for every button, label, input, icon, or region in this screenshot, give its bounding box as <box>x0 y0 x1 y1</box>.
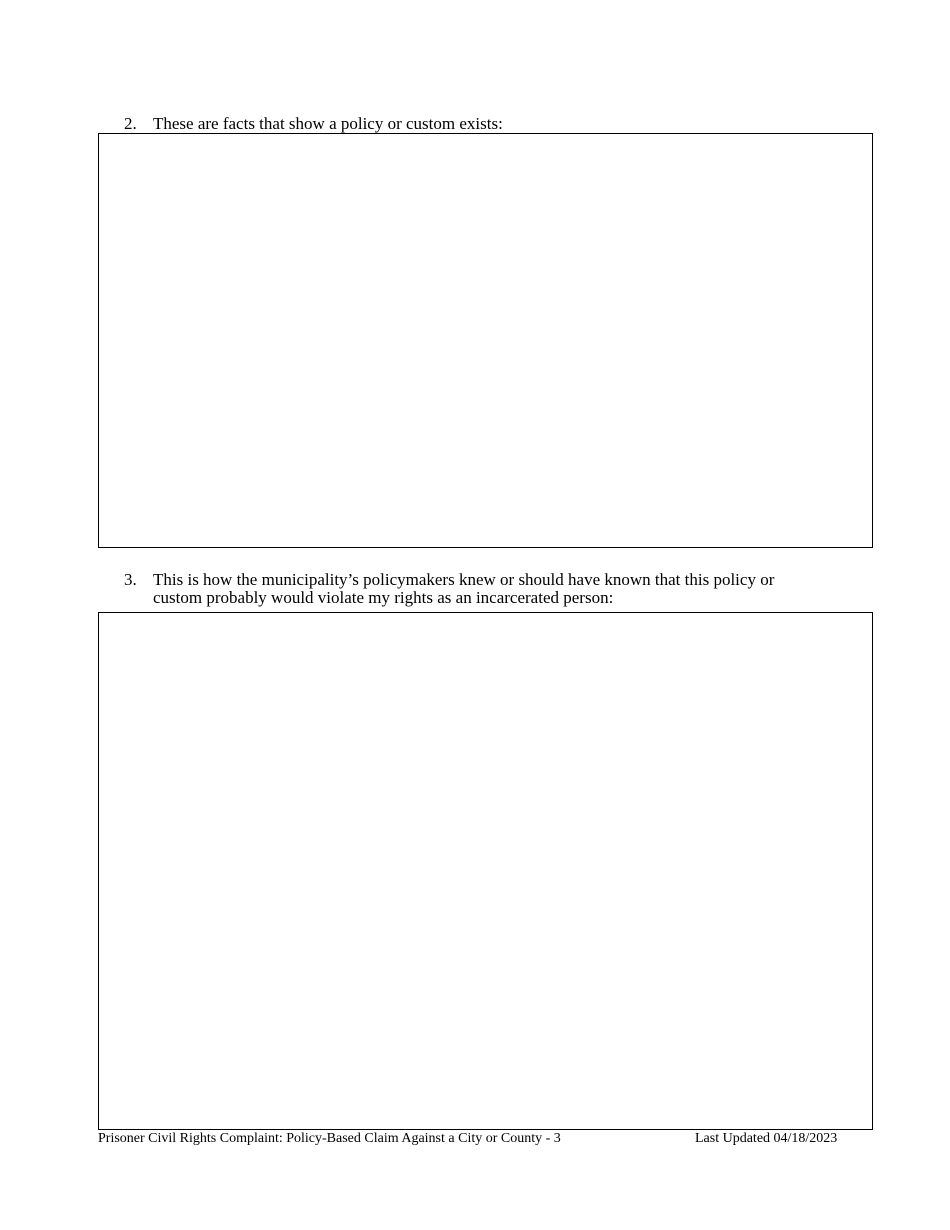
footer-form-title: Prisoner Civil Rights Complaint: Policy-Based Claim Against a City or County - 3 <box>98 1131 561 1146</box>
question-2-number: 2. <box>124 114 137 133</box>
question-3-text-line-1: This is how the municipality’s policymakers knew or should have known that this policy or <box>153 570 775 589</box>
question-3-answer-box[interactable] <box>98 612 873 1130</box>
question-2-text: These are facts that show a policy or custom exists: <box>153 114 503 133</box>
footer-last-updated: Last Updated 04/18/2023 <box>695 1131 838 1146</box>
question-2 <box>124 115 884 135</box>
question-2-answer-box[interactable] <box>98 133 873 548</box>
question-3-text-line-2: custom probably would violate my rights as an incarcerated person: <box>153 588 614 607</box>
question-3-number: 3. <box>124 570 137 589</box>
question-3 <box>124 571 884 611</box>
